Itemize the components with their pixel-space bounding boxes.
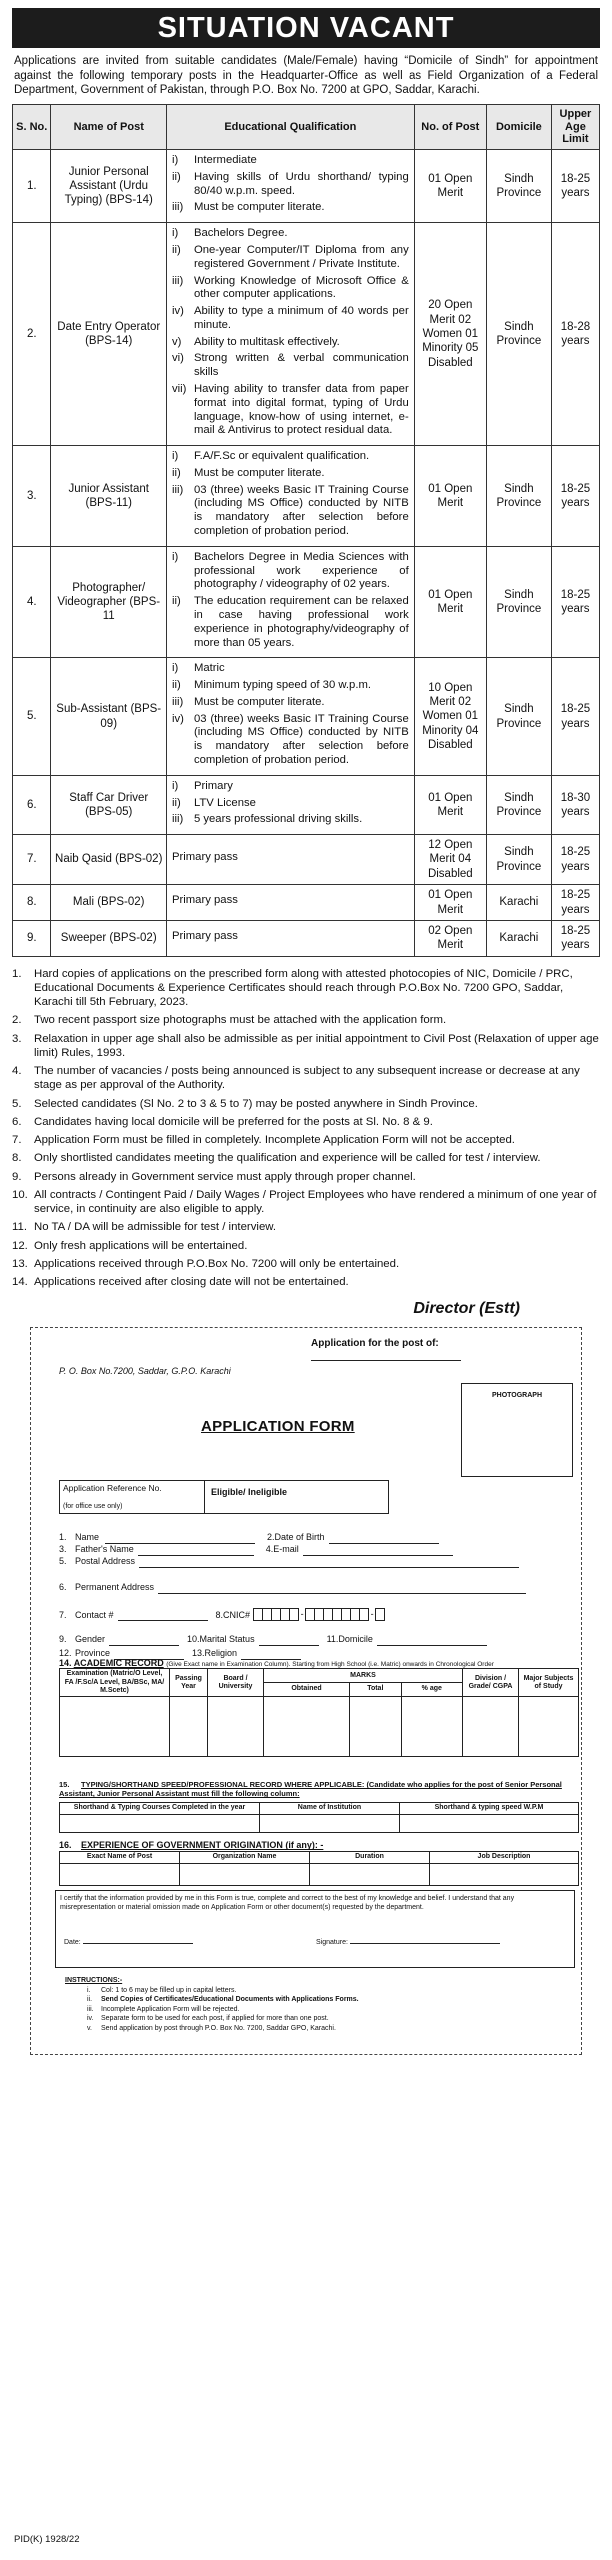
exp-cell[interactable] bbox=[180, 1863, 310, 1885]
instruction-number: iii. bbox=[87, 2005, 94, 2013]
acad-col: Examination (Matric/O Level, FA /F.Sc/A Level, BA/BSc, MA/ M.Scetc) bbox=[60, 1669, 170, 1696]
note-text: Candidates having local domicile will be preferred for the posts at Sl. No. 8 & 9. bbox=[34, 1115, 433, 1128]
qualification-text: Having ability to transfer data from paper format into digital format, typing of Urdu language, know-how of using internet, e-mail & Antivirus to protect residual data. bbox=[193, 383, 409, 437]
date-label: Date: bbox=[64, 1939, 81, 1947]
field-label: Domicile bbox=[338, 1634, 373, 1645]
qualification-item bbox=[172, 336, 409, 350]
acad-col: MARKS bbox=[264, 1669, 463, 1683]
qualification-item bbox=[172, 244, 409, 272]
typing-col: Shorthand & Typing Courses Completed in the year bbox=[60, 1803, 260, 1814]
note-item: 10. All contracts / Contingent Paid / Daily Wages / Project Employees who have rendered a minimum of one year of service, in continuity are also eligible to apply. bbox=[12, 1188, 600, 1217]
cell-count: 20 Open Merit 02 Women 01 Minority 05 Disabled bbox=[414, 223, 486, 446]
acad-col: % age bbox=[401, 1683, 462, 1697]
qualification-item bbox=[172, 894, 409, 908]
qualification-text: Working Knowledge of Microsoft Office & other computer applications. bbox=[193, 274, 409, 301]
table-row bbox=[13, 885, 600, 921]
field-line[interactable] bbox=[259, 1637, 319, 1646]
acad-col: Passing Year bbox=[170, 1669, 208, 1696]
qualification-item bbox=[172, 797, 409, 811]
date-field[interactable] bbox=[64, 1939, 193, 1948]
qualification-number: iii) bbox=[171, 695, 184, 708]
cell-qualification bbox=[166, 446, 414, 547]
instruction-text: Col: 1 to 6 may be filled up in capital letters. bbox=[101, 1986, 237, 1994]
cell-post: Naib Qasid (BPS-02) bbox=[51, 835, 166, 885]
field-label: Name bbox=[75, 1532, 100, 1543]
qualification-text: 5 years professional driving skills. bbox=[193, 813, 363, 826]
cell-domicile: Sindh Province bbox=[486, 658, 551, 775]
field-postal[interactable]: 5. Postal Address bbox=[59, 1556, 519, 1567]
note-text: Only fresh applications will be entertained. bbox=[34, 1239, 248, 1252]
acad-col: Major Subjects of Study bbox=[519, 1669, 579, 1696]
field-line[interactable] bbox=[105, 1535, 255, 1544]
qualification-text: Primary bbox=[193, 779, 233, 792]
acad-cell[interactable] bbox=[463, 1696, 519, 1756]
acad-cell[interactable] bbox=[170, 1696, 208, 1756]
qualification-item bbox=[172, 930, 409, 944]
qualification-number: ii) bbox=[171, 796, 181, 809]
cell-count: 01 Open Merit bbox=[414, 885, 486, 921]
qualification-number: ii) bbox=[171, 466, 181, 479]
form-po-box: P. O. Box No.7200, Saddar, G.P.O. Karachi bbox=[59, 1366, 231, 1377]
cell-age: 18-25 years bbox=[551, 835, 599, 885]
cell-age: 18-25 years bbox=[551, 546, 599, 657]
qualification-item bbox=[172, 662, 409, 676]
cell-qualification bbox=[166, 223, 414, 446]
cnic-boxes[interactable]: - - bbox=[254, 1608, 385, 1621]
cell-post: Junior Assistant (BPS-11) bbox=[51, 446, 166, 547]
cell-qualification bbox=[166, 885, 414, 921]
qualification-item bbox=[172, 352, 409, 380]
note-item: 9. Persons already in Government service must apply through proper channel. bbox=[12, 1170, 600, 1184]
cell-sno: 1. bbox=[13, 150, 51, 223]
qualification-text: Minimum typing speed of 30 w.p.m. bbox=[193, 679, 372, 692]
typing-cell[interactable] bbox=[400, 1814, 579, 1832]
cell-count: 02 Open Merit bbox=[414, 920, 486, 956]
experience-table bbox=[59, 1851, 579, 1885]
qualification-number: i) bbox=[171, 450, 179, 463]
acad-col: Obtained bbox=[264, 1683, 350, 1697]
qualification-number: v) bbox=[171, 335, 182, 348]
exp-col: Organization Name bbox=[180, 1852, 310, 1863]
acad-cell[interactable] bbox=[350, 1696, 402, 1756]
exp-cell[interactable] bbox=[60, 1863, 180, 1885]
field-label: CNIC# bbox=[223, 1610, 251, 1621]
typing-heading: 15. TYPING/SHORTHAND SPEED/PROFESSIONAL RECORD WHERE APPLICABLE: (Candidate who applies for the post of Senior Personal Assistant, Junior Personal Assistant must fill the following column: bbox=[59, 1780, 562, 1799]
cell-domicile: Sindh Province bbox=[486, 546, 551, 657]
field-label: Marital Status bbox=[199, 1634, 255, 1645]
declaration-box bbox=[55, 1890, 575, 1968]
experience-heading: 16. EXPERIENCE OF GOVERNMENT ORIGINATION (if any): - bbox=[59, 1840, 324, 1851]
page-title: SITUATION VACANT bbox=[12, 8, 600, 48]
cell-count: 01 Open Merit bbox=[414, 446, 486, 547]
cell-post: Date Entry Operator (BPS-14) bbox=[51, 223, 166, 446]
qualification-text: Must be computer literate. bbox=[193, 466, 325, 479]
col-qualification: Educational Qualification bbox=[166, 105, 414, 150]
field-label: Permanent Address bbox=[75, 1582, 155, 1593]
cell-domicile: Sindh Province bbox=[486, 775, 551, 834]
cell-sno: 7. bbox=[13, 835, 51, 885]
qualification-item bbox=[172, 201, 409, 215]
qualification-text: Primary pass bbox=[171, 894, 238, 907]
qualification-text: F.A/F.Sc or equivalent qualification. bbox=[193, 450, 370, 463]
field-line[interactable] bbox=[303, 1547, 453, 1556]
qualification-text: One-year Computer/IT Diploma from any registered Government / Private Institute. bbox=[193, 243, 409, 270]
note-item: 11. No TA / DA will be admissible for test / interview. bbox=[12, 1220, 600, 1234]
instruction-number: iv. bbox=[87, 2015, 94, 2023]
note-item: 5. Selected candidates (Sl No. 2 to 3 & 5 to 7) may be posted anywhere in Sindh Province. bbox=[12, 1097, 600, 1111]
form-post-label: Application for the post of: bbox=[311, 1338, 439, 1350]
table-row bbox=[13, 835, 600, 885]
exp-cell[interactable] bbox=[430, 1863, 579, 1885]
cell-qualification bbox=[166, 546, 414, 657]
field-label: Postal Address bbox=[75, 1556, 136, 1567]
typing-cell[interactable] bbox=[260, 1814, 400, 1832]
exp-col: Exact Name of Post bbox=[60, 1852, 180, 1863]
instruction-item bbox=[65, 1986, 359, 1995]
cell-sno: 5. bbox=[13, 658, 51, 775]
instruction-item bbox=[65, 1995, 359, 2004]
note-item: 8. Only shortlisted candidates meeting the qualification and experience will be called for test / interview. bbox=[12, 1151, 600, 1165]
cell-age: 18-25 years bbox=[551, 920, 599, 956]
field-name[interactable]: 1. Name 2. Date of Birth bbox=[59, 1532, 439, 1543]
cell-domicile: Sindh Province bbox=[486, 835, 551, 885]
qualification-text: Bachelors Degree. bbox=[193, 227, 288, 240]
field-permanent[interactable]: 6. Permanent Address bbox=[59, 1582, 526, 1593]
field-line[interactable] bbox=[377, 1637, 487, 1646]
cell-qualification bbox=[166, 835, 414, 885]
reference-box bbox=[59, 1480, 389, 1514]
cell-sno: 9. bbox=[13, 920, 51, 956]
qualification-item bbox=[172, 780, 409, 794]
qualification-item bbox=[172, 227, 409, 241]
col-post: Name of Post bbox=[51, 105, 166, 150]
pid-code: PID(K) 1928/22 bbox=[14, 2534, 80, 2545]
field-line[interactable] bbox=[109, 1637, 179, 1646]
form-title: APPLICATION FORM bbox=[201, 1418, 355, 1436]
posts-table bbox=[12, 104, 600, 957]
cell-sno: 4. bbox=[13, 546, 51, 657]
academic-table bbox=[59, 1668, 579, 1756]
acad-cell[interactable] bbox=[60, 1696, 170, 1756]
acad-col: Division / Grade/ CGPA bbox=[463, 1669, 519, 1696]
cell-qualification bbox=[166, 150, 414, 223]
instruction-number: i. bbox=[87, 1986, 91, 1994]
cell-age: 18-25 years bbox=[551, 150, 599, 223]
qualification-text: Having skills of Urdu shorthand/ typing 80/40 w.p.m. speed. bbox=[193, 170, 409, 197]
cell-count: 10 Open Merit 02 Women 01 Minority 04 Disabled bbox=[414, 658, 486, 775]
cell-count: 01 Open Merit bbox=[414, 546, 486, 657]
instructions-title: INSTRUCTIONS:- bbox=[65, 1977, 123, 1985]
cell-domicile: Karachi bbox=[486, 920, 551, 956]
note-text: Persons already in Government service must apply through proper channel. bbox=[34, 1170, 416, 1183]
instruction-number: ii. bbox=[87, 1996, 93, 2004]
form-post-input[interactable] bbox=[311, 1351, 461, 1361]
table-row bbox=[13, 775, 600, 834]
form-post-line bbox=[311, 1338, 581, 1365]
cell-sno: 8. bbox=[13, 885, 51, 921]
note-text: Applications received through P.O.Box No. 7200 will only be entertained. bbox=[34, 1257, 400, 1270]
field-contact[interactable]: 7. Contact # 8. CNIC# - - bbox=[59, 1608, 385, 1621]
table-row bbox=[13, 223, 600, 446]
qualification-item bbox=[172, 851, 409, 865]
eligibility-label: Eligible/ Ineligible bbox=[211, 1487, 288, 1498]
reference-sub: (for office use only) bbox=[63, 1502, 123, 1510]
cell-domicile: Sindh Province bbox=[486, 446, 551, 547]
field-label: Gender bbox=[75, 1634, 106, 1645]
qualification-number: ii) bbox=[171, 170, 181, 183]
cell-count: 01 Open Merit bbox=[414, 775, 486, 834]
academic-note: (Give Exact name in Examination Column). Starting from High School (i.e. Matric) onwards in Chronological Order bbox=[166, 1661, 494, 1669]
qualification-text: The education requirement can be relaxed in case having professional work experience in photography/videography of more than 05 years. bbox=[193, 595, 409, 649]
qualification-item bbox=[172, 595, 409, 650]
cell-age: 18-25 years bbox=[551, 658, 599, 775]
experience-title: EXPERIENCE OF GOVERNMENT ORIGINATION (if any): - bbox=[81, 1840, 324, 1851]
cell-age: 18-25 years bbox=[551, 885, 599, 921]
signature: Director (Estt) bbox=[413, 1300, 520, 1318]
instruction-text: Send application by post through P.O. Box No. 7200, Saddar GPO, Karachi. bbox=[101, 2024, 336, 2032]
cell-post: Staff Car Driver (BPS-05) bbox=[51, 775, 166, 834]
field-line[interactable] bbox=[158, 1585, 526, 1594]
qualification-text: Intermediate bbox=[193, 154, 257, 167]
field-father[interactable]: 3. Father's Name 4. E-mail bbox=[59, 1544, 453, 1555]
note-text: Relaxation in upper age shall also be admissible as per initial appointment to Civil Post (Relaxation of upper age limit) Rules, 1993. bbox=[34, 1032, 599, 1059]
note-text: Selected candidates (Sl No. 2 to 3 & 5 to 7) may be posted anywhere in Sindh Province. bbox=[34, 1097, 478, 1110]
field-label: Religion bbox=[204, 1648, 238, 1659]
reference-label: Application Reference No. bbox=[63, 1483, 162, 1494]
qualification-number: ii) bbox=[171, 595, 181, 608]
table-row bbox=[13, 150, 600, 223]
qualification-item bbox=[172, 813, 409, 827]
signature-label: Signature: bbox=[316, 1939, 348, 1947]
qualification-number: vii) bbox=[171, 383, 187, 396]
cell-sno: 2. bbox=[13, 223, 51, 446]
typing-title: TYPING/SHORTHAND SPEED/PROFESSIONAL RECORD WHERE APPLICABLE: (Candidate who applies for the post of Senior Personal Assistant, Junior Personal Assistant must fill the following column: bbox=[59, 1780, 562, 1799]
instruction-text: Send Copies of Certificates/Educational Documents with Applications Forms. bbox=[101, 1996, 359, 2004]
exp-col: Duration bbox=[310, 1852, 430, 1863]
acad-cell[interactable] bbox=[264, 1696, 350, 1756]
signature-field[interactable] bbox=[316, 1939, 500, 1948]
field-label: Contact # bbox=[75, 1610, 114, 1621]
acad-cell[interactable] bbox=[401, 1696, 462, 1756]
cell-sno: 6. bbox=[13, 775, 51, 834]
cell-domicile: Sindh Province bbox=[486, 223, 551, 446]
field-line[interactable] bbox=[118, 1612, 208, 1621]
field-label: E-mail bbox=[273, 1544, 299, 1555]
note-item: 14. Applications received after closing date will not be entertained. bbox=[12, 1275, 600, 1289]
field-province[interactable]: 12. Province 13. Religion bbox=[59, 1648, 301, 1659]
acad-cell[interactable] bbox=[519, 1696, 579, 1756]
note-text: Hard copies of applications on the prescribed form along with attested photocopies of NIC, Domicile / PRC, Educational Documents & Experience Certificates should reach through P.O.Box No. 7200 GPO, Saddar, Karachi till 5th February, 2023. bbox=[34, 967, 573, 1009]
qualification-item bbox=[172, 383, 409, 438]
note-item: 12. Only fresh applications will be entertained. bbox=[12, 1239, 600, 1253]
qualification-item bbox=[172, 551, 409, 592]
qualification-number: ii) bbox=[171, 243, 181, 256]
note-item: 2. Two recent passport size photographs must be attached with the application form. bbox=[12, 1013, 600, 1027]
qualification-text: Strong written & verbal communication skills bbox=[193, 352, 409, 379]
note-item: 6. Candidates having local domicile will be preferred for the posts at Sl. No. 8 & 9. bbox=[12, 1115, 600, 1129]
qualification-text: Matric bbox=[193, 662, 225, 675]
qualification-text: Primary pass bbox=[171, 929, 238, 942]
field-line[interactable] bbox=[139, 1559, 519, 1568]
typing-cell[interactable] bbox=[60, 1814, 260, 1832]
field-gender[interactable]: 9. Gender 10. Marital Status 11. Domicile bbox=[59, 1634, 487, 1645]
qualification-item bbox=[172, 696, 409, 710]
qualification-text: Bachelors Degree in Media Sciences with professional work experience of photography / videography of 02 years. bbox=[193, 550, 409, 591]
cell-domicile: Karachi bbox=[486, 885, 551, 921]
instruction-item bbox=[65, 2014, 359, 2023]
table-header-row bbox=[13, 105, 600, 150]
instruction-item bbox=[65, 2005, 359, 2014]
qualification-number: iii) bbox=[171, 483, 184, 496]
acad-col: Board / University bbox=[208, 1669, 264, 1696]
cell-qualification bbox=[166, 658, 414, 775]
cell-age: 18-25 years bbox=[551, 446, 599, 547]
qualification-item bbox=[172, 713, 409, 768]
qualification-number: i) bbox=[171, 779, 179, 792]
acad-col: Total bbox=[350, 1683, 402, 1697]
note-text: Applications received after closing date will not be entertained. bbox=[34, 1276, 349, 1289]
note-item: 13. Applications received through P.O.Box No. 7200 will only be entertained. bbox=[12, 1257, 600, 1271]
notes-list bbox=[12, 967, 600, 1290]
cell-sno: 3. bbox=[13, 446, 51, 547]
qualification-text: Ability to multitask effectively. bbox=[193, 335, 340, 348]
instruction-text: Separate form to be used for each post, if applied for more than one post. bbox=[101, 2015, 329, 2023]
cell-count: 12 Open Merit 04 Disabled bbox=[414, 835, 486, 885]
cell-count: 01 Open Merit bbox=[414, 150, 486, 223]
cell-post: Photographer/ Videographer (BPS-11 bbox=[51, 546, 166, 657]
note-item: 3. Relaxation in upper age shall also be admissible as per initial appointment to Civil Post (Relaxation of upper age limit) Rules, 1993. bbox=[12, 1032, 599, 1059]
qualification-item bbox=[172, 171, 409, 199]
cell-domicile: Sindh Province bbox=[486, 150, 551, 223]
note-text: Application Form must be filled in completely. Incomplete Application Form will not be accepted. bbox=[34, 1134, 515, 1147]
note-item: 1. Hard copies of applications on the prescribed form along with attested photocopies of NIC, Domicile / PRC, Educational Documents & Experience Certificates should reach through P.O.Box No. 7200 GPO, Saddar, Karachi till 5th February, 2023. bbox=[12, 967, 600, 1010]
typing-table bbox=[59, 1802, 579, 1832]
table-row bbox=[13, 658, 600, 775]
note-text: Only shortlisted candidates meeting the qualification and experience will be called for test / interview. bbox=[34, 1152, 541, 1165]
cell-age: 18-30 years bbox=[551, 775, 599, 834]
photograph-box: PHOTOGRAPH bbox=[461, 1383, 573, 1477]
qualification-item bbox=[172, 679, 409, 693]
field-line[interactable] bbox=[138, 1547, 254, 1556]
declaration-text: I certify that the information provided by me in this Form is true, complete and correct to the best of my knowledge and belief. I understand that any misrepresentation or material omission made on Application Form or other document(s) requested by the department. bbox=[60, 1895, 515, 1912]
qualification-number: vi) bbox=[171, 352, 184, 365]
col-sno: S. No. bbox=[13, 105, 51, 150]
qualification-item bbox=[172, 450, 409, 464]
table-row bbox=[13, 446, 600, 547]
note-text: Two recent passport size photographs must be attached with the application form. bbox=[34, 1014, 447, 1027]
cell-qualification bbox=[166, 920, 414, 956]
cell-age: 18-28 years bbox=[551, 223, 599, 446]
qualification-text: LTV License bbox=[193, 796, 256, 809]
academic-title: ACADEMIC RECORD bbox=[73, 1658, 164, 1669]
field-label: Father's Name bbox=[75, 1544, 134, 1555]
qualification-number: i) bbox=[171, 550, 179, 563]
qualification-number: iv) bbox=[171, 712, 184, 725]
col-age: Upper Age Limit bbox=[551, 105, 599, 150]
cell-post: Sweeper (BPS-02) bbox=[51, 920, 166, 956]
typing-col: Name of Institution bbox=[260, 1803, 400, 1814]
field-line[interactable] bbox=[329, 1535, 439, 1544]
exp-col: Job Description bbox=[430, 1852, 579, 1863]
qualification-text: Primary pass bbox=[171, 851, 238, 864]
qualification-number: iii) bbox=[171, 274, 184, 287]
field-label: Province bbox=[75, 1648, 111, 1659]
qualification-item bbox=[172, 305, 409, 333]
instruction-number: v. bbox=[87, 2024, 92, 2032]
qualification-number: iv) bbox=[171, 305, 184, 318]
instruction-text: Incomplete Application Form will be rejected. bbox=[101, 2005, 240, 2013]
note-text: The number of vacancies / posts being announced is subject to any subsequent increase or decrease at any stage as per approval of the Authority. bbox=[34, 1065, 580, 1092]
qualification-number: ii) bbox=[171, 679, 181, 692]
qualification-number: iii) bbox=[171, 813, 184, 826]
qualification-text: Ability to type a minimum of 40 words per minute. bbox=[193, 305, 409, 331]
exp-cell[interactable] bbox=[310, 1863, 430, 1885]
table-row bbox=[13, 546, 600, 657]
note-text: All contracts / Contingent Paid / Daily Wages / Project Employees who have rendered a minimum of one year of service, in continuity are also eligible to apply. bbox=[34, 1188, 597, 1216]
instructions bbox=[65, 1976, 359, 2033]
qualification-item bbox=[172, 275, 409, 303]
qualification-item bbox=[172, 467, 409, 481]
note-item: 7. Application Form must be filled in completely. Incomplete Application Form will not be accepted. bbox=[12, 1133, 600, 1147]
col-count: No. of Post bbox=[414, 105, 486, 150]
qualification-text: Must be computer literate. bbox=[193, 695, 325, 708]
table-row bbox=[13, 920, 600, 956]
qualification-text: Must be computer literate. bbox=[193, 201, 325, 214]
qualification-item bbox=[172, 484, 409, 539]
qualification-number: i) bbox=[171, 662, 179, 675]
qualification-number: i) bbox=[171, 154, 179, 167]
academic-heading: 14. ACADEMIC RECORD (Give Exact name in Examination Column). Starting from High School (i.e. Matric) onwards in Chronological Order bbox=[59, 1658, 494, 1669]
field-label: Date of Birth bbox=[274, 1532, 325, 1543]
typing-col: Shorthand & typing speed W.P.M bbox=[400, 1803, 579, 1814]
note-item: 4. The number of vacancies / posts being announced is subject to any subsequent increase or decrease at any stage as per approval of the Authority. bbox=[12, 1064, 600, 1093]
cell-qualification bbox=[166, 775, 414, 834]
instruction-item bbox=[65, 2024, 359, 2033]
qualification-number: iii) bbox=[171, 201, 184, 214]
intro-paragraph: Applications are invited from suitable candidates (Male/Female) having “Domicile of Sindh” for appointment against the following temporary posts in the Headquarter-Office as well as Field Organization of a Federal Department, Government of Pakistan, through P.O. Box No. 7200 at GPO, Saddar, Karachi. bbox=[14, 55, 598, 97]
qualification-number: i) bbox=[171, 227, 179, 240]
cell-post: Sub-Assistant (BPS-09) bbox=[51, 658, 166, 775]
application-form bbox=[30, 1327, 582, 2055]
cell-post: Mali (BPS-02) bbox=[51, 885, 166, 921]
qualification-text: 03 (three) weeks Basic IT Training Course (including MS Office) conducted by NITB is mandatory after selection before completion of probation period. bbox=[193, 712, 409, 766]
qualification-item bbox=[172, 154, 409, 168]
qualification-text: 03 (three) weeks Basic IT Training Course (including MS Office) conducted by NITB is mandatory after selection before completion of probation period. bbox=[193, 483, 409, 538]
cell-post: Junior Personal Assistant (Urdu Typing) (BPS-14) bbox=[51, 150, 166, 223]
acad-cell[interactable] bbox=[208, 1696, 264, 1756]
note-text: No TA / DA will be admissible for test / interview. bbox=[34, 1221, 277, 1234]
col-domicile: Domicile bbox=[486, 105, 551, 150]
